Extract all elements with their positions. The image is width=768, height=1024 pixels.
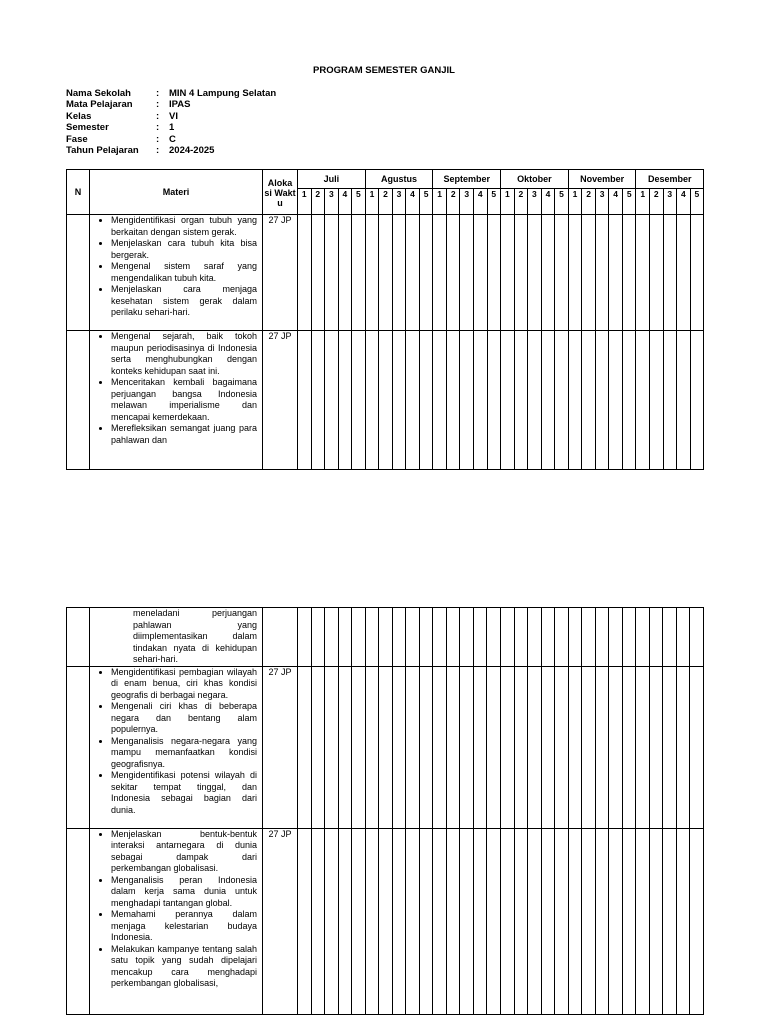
info-label: Nama Sekolah — [66, 88, 131, 99]
week-cell — [676, 828, 690, 1014]
week-cell — [487, 608, 501, 667]
week-cell — [446, 828, 460, 1014]
week-cell — [595, 828, 609, 1014]
week-cell — [541, 331, 555, 470]
week-cell — [365, 666, 379, 828]
week-cell — [419, 215, 433, 331]
week-cell — [636, 608, 650, 667]
week-cell — [649, 215, 663, 331]
materi-list — [90, 829, 262, 990]
week-cell — [325, 331, 339, 470]
week-cell — [676, 666, 690, 828]
week-cell — [582, 828, 596, 1014]
week-cell — [690, 215, 704, 331]
info-row — [66, 88, 276, 99]
info-label: Fase — [66, 133, 88, 145]
materi-item: • Menjelaskan cara tubuh kita bisa bergerak. — [111, 238, 257, 261]
header-week: 5 — [352, 189, 366, 215]
week-cell — [352, 215, 366, 331]
week-cell — [298, 828, 312, 1014]
row-alokasi — [263, 608, 298, 667]
week-cell — [473, 215, 487, 331]
header-week: 3 — [595, 189, 609, 215]
week-cell — [501, 331, 515, 470]
row-number — [67, 666, 90, 828]
week-cell — [636, 215, 650, 331]
week-cell — [446, 608, 460, 667]
week-cell — [419, 828, 433, 1014]
week-cell — [595, 608, 609, 667]
week-cell — [338, 666, 352, 828]
info-row — [66, 145, 276, 156]
week-cell — [379, 608, 393, 667]
week-cell — [392, 828, 406, 1014]
info-separator: : — [156, 88, 160, 99]
week-cell — [690, 608, 704, 667]
week-cell — [636, 331, 650, 470]
info-separator: : — [156, 133, 160, 145]
week-cell — [460, 331, 474, 470]
row-alokasi: 27 JP — [263, 331, 298, 470]
week-cell — [514, 608, 528, 667]
week-cell — [541, 666, 555, 828]
week-cell — [365, 215, 379, 331]
header-week: 4 — [338, 189, 352, 215]
materi-item: • Menceritakan kembali bagaimana perjuangan bangsa Indonesia melawan imperialisme dan mencapai kemerdekaan. — [111, 377, 257, 423]
week-cell — [446, 331, 460, 470]
header-week: 4 — [473, 189, 487, 215]
header-week: 4 — [541, 189, 555, 215]
row-materi — [90, 215, 263, 331]
week-cell — [392, 608, 406, 667]
week-cell — [663, 215, 677, 331]
table-row — [67, 215, 704, 331]
week-cell — [649, 828, 663, 1014]
week-cell — [487, 666, 501, 828]
week-cell — [649, 608, 663, 667]
week-cell — [419, 608, 433, 667]
header-week: 1 — [298, 189, 312, 215]
week-cell — [352, 828, 366, 1014]
header-week: 5 — [555, 189, 569, 215]
row-number — [67, 215, 90, 331]
week-cell — [352, 608, 366, 667]
materi-item: • Menjelaskan cara menjaga kesehatan sistem gerak dalam perilaku sehari-hari. — [111, 284, 257, 319]
week-cell — [622, 828, 636, 1014]
week-cell — [311, 666, 325, 828]
week-cell — [609, 215, 623, 331]
header-no: N — [67, 170, 90, 215]
week-cell — [514, 331, 528, 470]
week-cell — [433, 215, 447, 331]
week-cell — [365, 828, 379, 1014]
header-month: Juli — [298, 170, 366, 189]
header-week: 4 — [609, 189, 623, 215]
week-cell — [460, 828, 474, 1014]
week-cell — [541, 215, 555, 331]
header-week: 3 — [460, 189, 474, 215]
week-cell — [473, 666, 487, 828]
week-cell — [325, 608, 339, 667]
table-row — [67, 828, 704, 1014]
week-cell — [622, 666, 636, 828]
materi-item: • Mengenal sistem saraf yang mengendalikan tubuh kita. — [111, 261, 257, 284]
row-alokasi: 27 JP — [263, 666, 298, 828]
week-cell — [514, 828, 528, 1014]
week-cell — [541, 828, 555, 1014]
week-cell — [622, 331, 636, 470]
week-cell — [446, 666, 460, 828]
header-week: 5 — [690, 189, 704, 215]
header-week: 1 — [365, 189, 379, 215]
week-cell — [406, 608, 420, 667]
header-week: 4 — [406, 189, 420, 215]
materi-item: • Mengenal sejarah, baik tokoh maupun periodisasinya di Indonesia serta menghubungkan dengan konteks kehidupan saat ini. — [111, 331, 257, 377]
row-number — [67, 828, 90, 1014]
info-label: Kelas — [66, 110, 92, 122]
week-cell — [379, 666, 393, 828]
header-month: Desember — [636, 170, 704, 189]
info-separator: : — [156, 122, 160, 134]
week-cell — [473, 608, 487, 667]
info-row — [66, 134, 276, 145]
info-separator: : — [156, 99, 160, 111]
materi-continuation: meneladani perjuangan pahlawan yang diimplementasikan dalam tindakan nyata di kehidupan sehari-hari. — [133, 608, 257, 664]
info-value: C — [169, 133, 176, 145]
week-cell — [379, 331, 393, 470]
info-separator: : — [156, 110, 160, 122]
week-cell — [298, 331, 312, 470]
materi-item: • Menganalisis peran Indonesia dalam kerja sama dunia untuk menghadapi tantangan global. — [111, 875, 257, 910]
week-cell — [325, 828, 339, 1014]
week-cell — [663, 608, 677, 667]
info-value: IPAS — [169, 99, 191, 111]
schedule-table-page-1 — [66, 169, 704, 470]
week-cell — [419, 331, 433, 470]
materi-item: • Mengidentifikasi pembagian wilayah di enam benua, ciri khas kondisi geografis di berbagai negara. — [111, 667, 257, 702]
week-cell — [311, 215, 325, 331]
row-alokasi: 27 JP — [263, 828, 298, 1014]
week-cell — [663, 666, 677, 828]
week-cell — [677, 331, 691, 470]
week-cell — [406, 215, 420, 331]
week-cell — [663, 828, 677, 1014]
week-cell — [649, 666, 663, 828]
week-cell — [298, 666, 312, 828]
row-alokasi: 27 JP — [263, 215, 298, 331]
week-cell — [609, 331, 623, 470]
week-cell — [392, 215, 406, 331]
week-cell — [555, 215, 569, 331]
header-week: 2 — [311, 189, 325, 215]
header-week: 4 — [677, 189, 691, 215]
week-cell — [568, 828, 582, 1014]
header-materi: Materi — [90, 170, 263, 215]
row-number — [67, 331, 90, 470]
week-cell — [568, 215, 582, 331]
week-cell — [487, 331, 501, 470]
week-cell — [473, 828, 487, 1014]
week-cell — [325, 666, 339, 828]
week-cell — [582, 331, 596, 470]
week-cell — [392, 666, 406, 828]
week-cell — [528, 215, 542, 331]
table-row — [67, 666, 704, 828]
week-cell — [433, 666, 447, 828]
week-cell — [568, 608, 582, 667]
week-cell — [487, 828, 501, 1014]
week-cell — [649, 331, 663, 470]
header-week: 3 — [528, 189, 542, 215]
header-month: September — [433, 170, 501, 189]
week-cell — [311, 331, 325, 470]
week-cell — [501, 215, 515, 331]
week-cell — [419, 666, 433, 828]
week-cell — [460, 215, 474, 331]
header-week: 5 — [419, 189, 433, 215]
header-month: November — [568, 170, 636, 189]
week-cell — [528, 331, 542, 470]
week-cell — [433, 331, 447, 470]
row-materi — [90, 608, 263, 667]
header-week: 1 — [568, 189, 582, 215]
header-week: 2 — [379, 189, 393, 215]
week-cell — [677, 215, 691, 331]
info-value: 1 — [169, 122, 175, 134]
week-cell — [406, 666, 420, 828]
header-week: 2 — [514, 189, 528, 215]
week-cell — [555, 828, 569, 1014]
week-cell — [514, 666, 528, 828]
week-cell — [365, 331, 379, 470]
week-cell — [541, 608, 555, 667]
week-cell — [379, 828, 393, 1014]
week-cell — [555, 666, 569, 828]
info-row — [66, 111, 276, 122]
week-cell — [311, 828, 325, 1014]
week-cell — [500, 608, 514, 667]
week-cell — [338, 215, 352, 331]
week-cell — [298, 608, 312, 667]
week-cell — [555, 331, 569, 470]
materi-list — [90, 331, 262, 446]
header-week: 1 — [501, 189, 515, 215]
week-cell — [582, 608, 596, 667]
week-cell — [622, 215, 636, 331]
info-label: Semester — [66, 122, 109, 134]
week-cell — [338, 331, 352, 470]
week-cell — [392, 331, 406, 470]
materi-list — [90, 215, 262, 319]
info-label: Tahun Pelajaran — [66, 144, 139, 156]
week-cell — [352, 666, 366, 828]
header-week: 2 — [649, 189, 663, 215]
week-cell — [338, 828, 352, 1014]
header-week: 3 — [663, 189, 677, 215]
week-cell — [609, 608, 623, 667]
materi-item: • Mengidentifikasi potensi wilayah di sekitar tempat tinggal, dan Indonesia sebagai bagian dari dunia. — [111, 770, 257, 816]
row-materi — [90, 666, 263, 828]
week-cell — [460, 608, 474, 667]
week-cell — [500, 828, 514, 1014]
week-cell — [487, 215, 501, 331]
week-cell — [676, 608, 690, 667]
week-cell — [690, 666, 704, 828]
week-cell — [609, 828, 623, 1014]
week-cell — [568, 331, 582, 470]
header-week: 1 — [433, 189, 447, 215]
table-row — [67, 608, 704, 667]
week-cell — [446, 215, 460, 331]
materi-item: • Mengidentifikasi organ tubuh yang berkaitan dengan sistem gerak. — [111, 215, 257, 238]
info-row — [66, 122, 276, 133]
info-label: Mata Pelajaran — [66, 99, 133, 111]
materi-item: • Menjelaskan bentuk-bentuk interaksi antarnegara di dunia sebagai dampak dari perkembangan globalisasi. — [111, 829, 257, 875]
table-row — [67, 331, 704, 470]
week-cell — [406, 331, 420, 470]
row-materi — [90, 331, 263, 470]
info-value: MIN 4 Lampung Selatan — [169, 88, 277, 99]
header-month: Oktober — [501, 170, 569, 189]
school-info — [66, 88, 276, 156]
week-cell — [460, 666, 474, 828]
week-cell — [636, 666, 650, 828]
header-week: 1 — [636, 189, 650, 215]
header-week: 5 — [487, 189, 501, 215]
week-cell — [595, 666, 609, 828]
week-cell — [352, 331, 366, 470]
week-cell — [473, 331, 487, 470]
week-cell — [582, 215, 596, 331]
week-cell — [636, 828, 650, 1014]
week-cell — [528, 608, 542, 667]
materi-item: • Melakukan kampanye tentang salah satu topik yang sudah dipelajari mencakup cara menghadapi perkembangan globalisasi, — [111, 944, 257, 990]
header-week: 2 — [582, 189, 596, 215]
week-cell — [433, 828, 447, 1014]
week-cell — [690, 331, 704, 470]
header-week: 3 — [325, 189, 339, 215]
header-week: 3 — [392, 189, 406, 215]
week-cell — [595, 215, 609, 331]
week-cell — [555, 608, 569, 667]
header-week: 5 — [622, 189, 636, 215]
materi-item: • Menganalisis negara-negara yang mampu memanfaatkan kondisi geografisnya. — [111, 736, 257, 771]
week-cell — [595, 331, 609, 470]
week-cell — [568, 666, 582, 828]
header-week: 2 — [446, 189, 460, 215]
week-cell — [298, 215, 312, 331]
week-cell — [433, 608, 447, 667]
page-title: PROGRAM SEMESTER GANJIL — [313, 65, 455, 76]
week-cell — [528, 828, 542, 1014]
row-number — [67, 608, 90, 667]
header-alokasi: Aloka si Wakt u — [263, 170, 298, 215]
info-separator: : — [156, 144, 160, 156]
materi-item: • Mengenali ciri khas di beberapa negara dan bentang alam populernya. — [111, 701, 257, 736]
week-cell — [528, 666, 542, 828]
week-cell — [325, 215, 339, 331]
materi-item: • Memahami perannya dalam menjaga kelestarian budaya Indonesia. — [111, 909, 257, 944]
week-cell — [311, 608, 325, 667]
materi-list — [90, 667, 262, 817]
week-cell — [514, 215, 528, 331]
week-cell — [582, 666, 596, 828]
week-cell — [406, 828, 420, 1014]
week-cell — [500, 666, 514, 828]
materi-item: • Merefleksikan semangat juang para pahlawan dan — [111, 423, 257, 446]
schedule-table-page-2 — [66, 607, 704, 1015]
header-month: Agustus — [365, 170, 433, 189]
week-cell — [690, 828, 704, 1014]
week-cell — [379, 215, 393, 331]
info-value: VI — [169, 110, 178, 122]
week-cell — [338, 608, 352, 667]
week-cell — [622, 608, 636, 667]
info-value: 2024-2025 — [169, 144, 215, 156]
week-cell — [663, 331, 677, 470]
week-cell — [365, 608, 379, 667]
row-materi — [90, 828, 263, 1014]
info-row — [66, 99, 276, 110]
week-cell — [609, 666, 623, 828]
